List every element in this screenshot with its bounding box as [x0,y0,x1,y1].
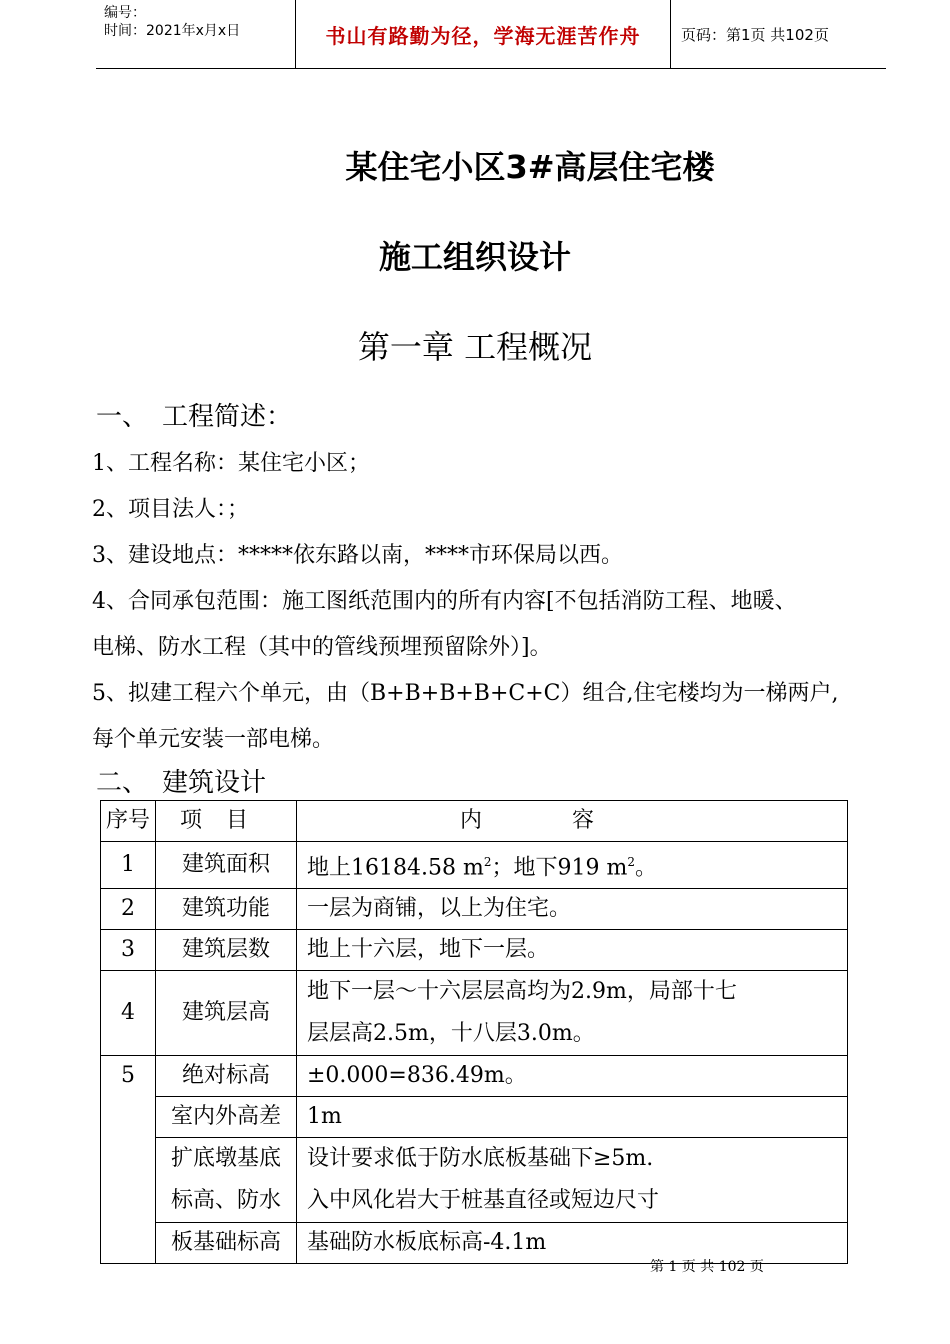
table-row [101,1138,848,1223]
paragraph-line: 3、建设地点：*****依东路以南，****市环保局以西。 [92,543,623,568]
paragraph-line: 每个单元安装一部电梯。 [92,727,335,752]
row-number: 4 [101,971,156,1056]
paragraph-line: 电梯、防水工程（其中的管线预埋预留除外）]。 [92,635,552,660]
number-label: 编号： [104,5,146,21]
page-header [96,0,886,69]
row-item: 绝对标高 [156,1056,297,1097]
header-cell-content: 内容 [297,801,848,842]
document-subtitle: 施工组织设计 [378,238,571,276]
row-content: 设计要求低于防水底板基础下≥5m. 入中风化岩大于桩基直径或短边尺寸 [297,1138,848,1223]
row-item: 扩底墩基底 标高、防水 [156,1138,297,1223]
table-row [101,889,848,930]
section-number: 二、 [96,768,149,798]
row-number: 1 [101,842,156,889]
paragraph-line: 5、拟建工程六个单元，由（B+B+B+B+C+C）组合,住宅楼均为一梯两户, [92,681,839,706]
row-item: 建筑层高 [156,971,297,1056]
table-row [101,842,848,889]
table-row [101,1097,848,1138]
section-title: 工程简述： [162,402,293,432]
row-content: ±0.000=836.49m。 [297,1056,848,1097]
header-cell-item: 项目 [156,801,297,842]
row-number: 5 [101,1056,156,1264]
header-motto: 书山有路勤为径，学海无涯苦作舟 [296,0,671,68]
row-content: 一层为商铺，以上为住宅。 [297,889,848,930]
row-number: 2 [101,889,156,930]
section-number: 一、 [96,402,149,432]
row-content: 地下一层～十六层层高均为2.9m，局部十七 层层高2.5m，十八层3.0m。 [297,971,848,1056]
header-meta [96,0,296,68]
row-item: 建筑功能 [156,889,297,930]
paragraph-line: 4、合同承包范围：施工图纸范围内的所有内容[不包括消防工程、地暖、 [92,589,797,614]
paragraph-line: 2、项目法人：； [92,497,249,522]
row-number: 3 [101,930,156,971]
header-page-label: 页码：第1页 共102页 [681,25,829,44]
table-header-row [101,801,848,842]
section-heading-1 [96,396,292,433]
table-row [101,930,848,971]
row-item: 室内外高差 [156,1097,297,1138]
page-footer: 第 1 页 共 102 页 [650,1259,764,1275]
row-item: 建筑层数 [156,930,297,971]
table-row [101,971,848,1056]
chapter-title: 第一章 工程概况 [357,328,593,366]
section-title: 建筑设计 [162,768,267,798]
document-title: 某住宅小区3#高层住宅楼 [345,148,715,186]
row-content: 地上十六层，地下一层。 [297,930,848,971]
row-item: 建筑面积 [156,842,297,889]
row-content: 地上16184.58 $m^2$；地下919 $m^2$。 [297,842,848,889]
header-cell-no: 序号 [101,801,156,842]
paragraph-line: 1、工程名称：某住宅小区； [92,451,370,476]
table-row [101,1056,848,1097]
building-design-table [100,800,848,1264]
section-heading-2 [96,762,266,799]
time-label: 时间：2021年x月x日 [104,23,241,39]
row-content: 1m [297,1097,848,1138]
row-content: 基础防水板底标高-4.1m [297,1223,848,1264]
row-item: 板基础标高 [156,1223,297,1264]
